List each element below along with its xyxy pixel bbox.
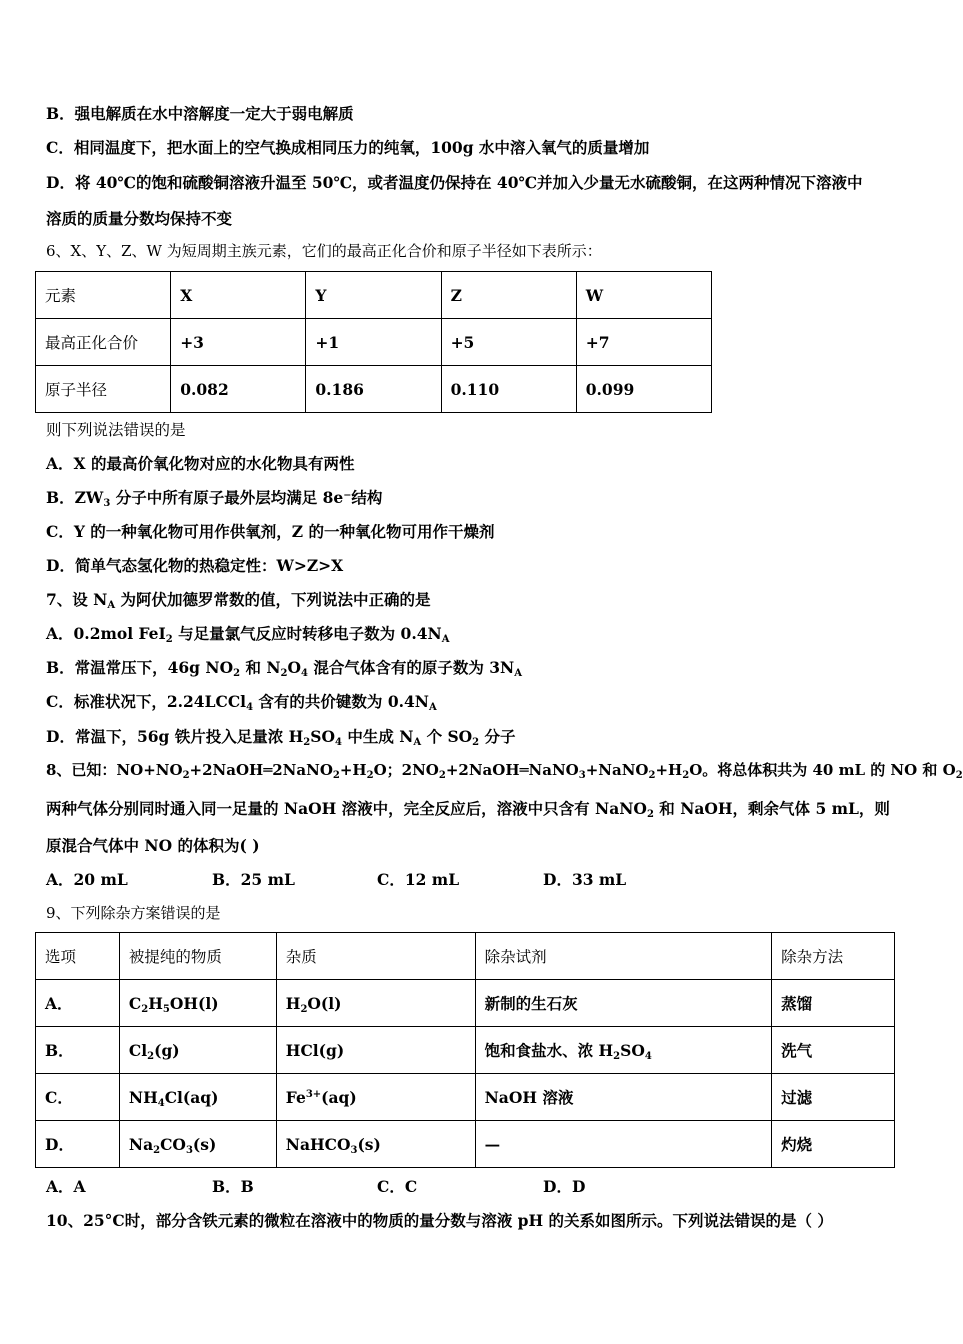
q6-option-a: A．X 的最高价氧化物对应的水化物具有两性 xyxy=(46,454,355,473)
text-run: Cl(aq) xyxy=(164,1087,219,1107)
text-run: Fe xyxy=(285,1087,306,1107)
table-cell xyxy=(119,1074,276,1121)
text-run: C．标准状况下，2.24LCCl xyxy=(46,692,247,711)
text-run: 两种气体分别同时通入同一足量的 NaOH 溶液中，完全反应后，溶液中只含有 NaNO xyxy=(46,799,647,818)
q8-option-c: C．12 mL xyxy=(377,870,460,889)
subscript: A xyxy=(107,600,116,611)
q5-option-d-line2: 溶质的质量分数均保持不变 xyxy=(46,209,233,228)
q7-option-a xyxy=(46,622,449,644)
q9-option-c: C．C xyxy=(377,1177,418,1196)
subscript: 2 xyxy=(955,770,963,781)
superscript: 3+ xyxy=(305,1088,322,1100)
table-cell: Z xyxy=(441,272,576,319)
q9-table xyxy=(35,932,895,1168)
subscript: 2 xyxy=(153,1144,161,1156)
q9-option-a: A．A xyxy=(46,1177,86,1196)
text-run: Cl xyxy=(128,1040,148,1060)
text-run: +NaNO xyxy=(585,761,649,779)
text-run: +2NaOH═NaNO xyxy=(445,761,579,779)
text-run: H xyxy=(148,993,163,1013)
table-header-row xyxy=(36,272,712,319)
subscript: 4 xyxy=(157,1097,165,1109)
text-run: CO xyxy=(160,1134,186,1154)
q7-stem xyxy=(46,588,431,610)
subscript: A xyxy=(514,668,522,679)
q6-table xyxy=(35,271,712,413)
table-cell xyxy=(276,1074,475,1121)
q6-stem: 6、X、Y、Z、W 为短周期主族元素，它们的最高正化合价和原子半径如下表所示： xyxy=(46,242,602,260)
table-cell: 过滤 xyxy=(772,1074,895,1121)
q6-option-c: C．Y 的一种氧化物可用作供氧剂，Z 的一种氧化物可用作干燥剂 xyxy=(46,522,495,541)
text-run: Na xyxy=(128,1134,154,1154)
subscript: 2 xyxy=(141,1003,149,1015)
subscript: A xyxy=(413,737,422,748)
text-run: OH(l) xyxy=(169,993,219,1013)
subscript: 2 xyxy=(332,770,340,781)
subscript: 3 xyxy=(350,1144,358,1156)
table-cell: 杂质 xyxy=(276,933,475,980)
table-cell: B． xyxy=(36,1027,120,1074)
text-run: NH xyxy=(128,1087,158,1107)
q7-option-b xyxy=(46,656,522,678)
table-cell: Y xyxy=(306,272,441,319)
q6-option-b xyxy=(46,486,382,508)
text-run: 与足量氯气反应时转移电子数为 0.4N xyxy=(172,624,442,643)
q5-option-b: B．强电解质在水中溶解度一定大于弱电解质 xyxy=(46,104,354,123)
subscript: 3 xyxy=(103,498,111,509)
table-cell: +5 xyxy=(441,319,576,366)
subscript: 4 xyxy=(246,702,254,713)
table-row xyxy=(36,1027,895,1074)
q9-stem: 9、下列除杂方案错误的是 xyxy=(46,904,221,922)
table-cell: D． xyxy=(36,1121,120,1168)
text-run: B．常温常压下，46g NO xyxy=(46,658,234,677)
table-cell: 原子半径 xyxy=(36,366,171,413)
text-run: O。将总体积共为 40 mL 的 NO 和 O xyxy=(689,761,956,779)
subscript: A xyxy=(441,634,450,645)
table-cell: 除杂试剂 xyxy=(475,933,772,980)
text-run: 为阿伏加德罗常数的值，下列说法中正确的是 xyxy=(115,590,431,609)
text-run: 分子中所有原子最外层均满足 8e⁻结构 xyxy=(110,488,383,507)
table-cell: 最高正化合价 xyxy=(36,319,171,366)
table-cell: 0.110 xyxy=(441,366,576,413)
q5-option-c: C．相同温度下，把水面上的空气换成相同压力的纯氧，100g 水中溶入氧气的质量增加 xyxy=(46,138,650,157)
subscript: 2 xyxy=(182,770,190,781)
subscript: 2 xyxy=(165,634,173,645)
table-cell: — xyxy=(475,1121,772,1168)
table-cell: A． xyxy=(36,980,120,1027)
table-cell: W xyxy=(576,272,711,319)
subscript: 2 xyxy=(613,1051,621,1062)
text-run: 中生成 N xyxy=(341,727,414,746)
table-cell: +3 xyxy=(171,319,306,366)
text-run: SO xyxy=(620,1041,645,1060)
table-cell: 灼烧 xyxy=(772,1121,895,1168)
table-cell xyxy=(119,1027,276,1074)
text-run: +2NaOH═2NaNO xyxy=(189,761,333,779)
q8-stem-line1 xyxy=(46,759,963,780)
text-run: +H xyxy=(339,761,367,779)
text-run: 和 N xyxy=(240,658,281,677)
subscript: 2 xyxy=(303,737,311,748)
table-cell: 除杂方法 xyxy=(772,933,895,980)
table-cell: 0.099 xyxy=(576,366,711,413)
text-run: 个 SO xyxy=(421,727,473,746)
table-cell: 蒸馏 xyxy=(772,980,895,1027)
table-cell xyxy=(475,1027,772,1074)
table-cell xyxy=(276,980,475,1027)
subscript: 4 xyxy=(301,668,308,679)
text-run: HCl(g) xyxy=(285,1040,345,1060)
subscript: 3 xyxy=(578,770,586,781)
text-run: 分子 xyxy=(479,727,516,746)
text-run: O；2NO xyxy=(373,761,439,779)
text-run: SO xyxy=(310,727,335,746)
table-cell: NaOH 溶液 xyxy=(475,1074,772,1121)
table-cell xyxy=(119,1121,276,1168)
table-cell: 0.082 xyxy=(171,366,306,413)
q7-option-c xyxy=(46,690,437,712)
table-cell: +1 xyxy=(306,319,441,366)
subscript: 2 xyxy=(682,770,690,781)
subscript: 2 xyxy=(366,770,374,781)
text-run: B．ZW xyxy=(46,488,104,507)
table-cell xyxy=(276,1027,475,1074)
table-cell: +7 xyxy=(576,319,711,366)
text-run: 混合气体含有的原子数为 3N xyxy=(307,658,515,677)
table-cell: 元素 xyxy=(36,272,171,319)
table-cell xyxy=(276,1121,475,1168)
q9-option-b: B．B xyxy=(212,1177,254,1196)
table-cell: 新制的生石灰 xyxy=(475,980,772,1027)
q9-option-d: D．D xyxy=(543,1177,586,1196)
q6-option-d: D．简单气态氢化物的热稳定性：W>Z>X xyxy=(46,556,344,575)
q6-after-table: 则下列说法错误的是 xyxy=(46,421,186,439)
table-cell xyxy=(119,980,276,1027)
text-run: (g) xyxy=(154,1040,180,1060)
q8-stem-line3: 原混合气体中 NO 的体积为( ) xyxy=(46,836,260,855)
table-cell: 洗气 xyxy=(772,1027,895,1074)
table-cell: C． xyxy=(36,1074,120,1121)
text-run: H xyxy=(285,993,301,1013)
text-run: NaHCO xyxy=(285,1134,351,1154)
q8-option-d: D．33 mL xyxy=(543,870,627,889)
q8-stem-line2 xyxy=(46,797,890,819)
subscript: 2 xyxy=(648,770,656,781)
q5-option-d-line1: D．将 40℃的饱和硫酸铜溶液升温至 50℃，或者温度仍保持在 40℃并加入少量无水硫酸铜，在这两种情况下溶液中 xyxy=(46,173,863,192)
table-cell: 0.186 xyxy=(306,366,441,413)
q8-option-a: A．20 mL xyxy=(46,870,128,889)
subscript: 2 xyxy=(280,668,288,679)
text-run: 8、已知：NO+NO xyxy=(46,761,183,779)
text-run: D．常温下，56g 铁片投入足量浓 H xyxy=(46,727,304,746)
subscript: 3 xyxy=(185,1144,193,1156)
table-row xyxy=(36,1121,895,1168)
text-run: +H xyxy=(655,761,683,779)
table-header-row xyxy=(36,933,895,980)
text-run: (s) xyxy=(357,1134,381,1154)
q7-option-d xyxy=(46,725,516,747)
text-run: A．0.2mol FeI xyxy=(46,624,166,643)
subscript: 2 xyxy=(300,1003,308,1015)
table-row xyxy=(36,366,712,413)
text-run: 含有的共价键数为 0.4N xyxy=(253,692,429,711)
subscript: A xyxy=(428,702,437,713)
text-run: C xyxy=(128,993,142,1013)
subscript: 2 xyxy=(233,668,241,679)
subscript: 2 xyxy=(147,1050,155,1062)
subscript: 4 xyxy=(334,737,342,748)
text-run: O(l) xyxy=(307,993,342,1013)
table-cell: 选项 xyxy=(36,933,120,980)
table-cell: 被提纯的物质 xyxy=(119,933,276,980)
text-run: (aq) xyxy=(321,1087,357,1107)
text-run: O xyxy=(287,658,301,677)
subscript: 2 xyxy=(472,737,480,748)
text-run: (s) xyxy=(192,1134,217,1154)
text-run: 7、设 N xyxy=(46,590,108,609)
table-cell: X xyxy=(171,272,306,319)
table-row xyxy=(36,980,895,1027)
subscript: 5 xyxy=(162,1003,170,1015)
subscript: 4 xyxy=(644,1051,652,1062)
q10-stem: 10、25°C时，部分含铁元素的微粒在溶液中的物质的量分数与溶液 pH 的关系如图所示。下列说法错误的是（ ） xyxy=(46,1211,833,1230)
table-row xyxy=(36,1074,895,1121)
table-row xyxy=(36,319,712,366)
subscript: 2 xyxy=(438,770,446,781)
subscript: 2 xyxy=(646,809,654,820)
text-run: 和 NaOH，剩余气体 5 mL，则 xyxy=(653,799,890,818)
text-run: 饱和食盐水、浓 H xyxy=(484,1041,614,1060)
q8-option-b: B．25 mL xyxy=(212,870,295,889)
